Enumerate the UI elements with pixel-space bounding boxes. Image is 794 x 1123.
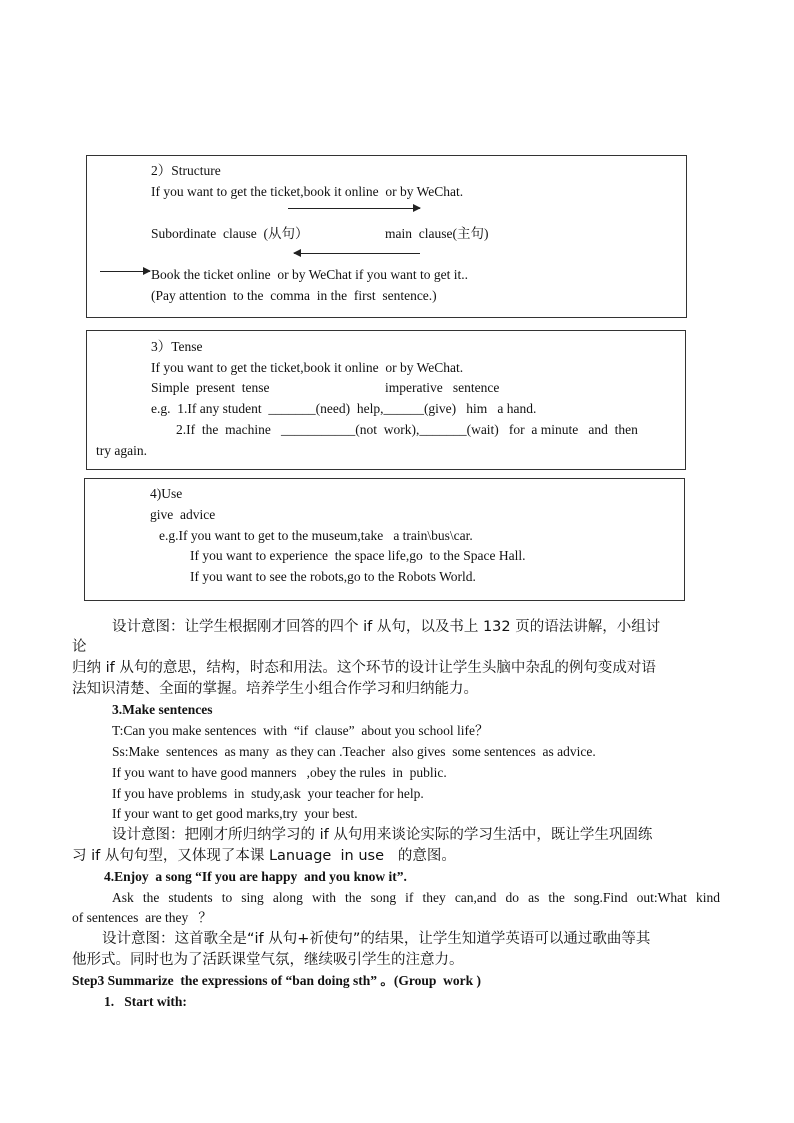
pointer-arrow	[100, 271, 150, 272]
students-line: Ss:Make sentences as many as they can .Teacher also gives some sentences as advice.	[112, 744, 596, 759]
intent3-line1: 设计意图：这首歌全是“if 从句+祈使句”的结果，让学生知道学英语可以通过歌曲等其	[102, 931, 651, 947]
intent1-line1: 设计意图：让学生根据刚才回答的四个 if 从句，以及书上 132 页的语法讲解，小组讨	[112, 619, 661, 635]
simple-present-label: Simple present tense	[151, 380, 270, 395]
step3-heading: Step3 Summarize the expressions of “ban doing sth” 。(Group work )	[72, 973, 482, 988]
intent1-line4: 法知识清楚、全面的掌握。培养学生小组合作学习和归纳能力。	[72, 681, 478, 697]
intent3-line2: 他形式。同时也为了活跃课堂气氛，继续吸引学生的注意力。	[72, 952, 464, 968]
tense-eg2: 2.If the machine ___________(not work),_______(wait) for a minute and then	[176, 422, 638, 437]
main-clause-label: main clause(主句)	[385, 226, 489, 241]
use-line2: e.g.If you want to get to the museum,take a train\bus\car.	[159, 528, 473, 543]
use-line4: If you want to see the robots,go to the Robots World.	[190, 569, 476, 584]
right-arrow	[288, 208, 420, 209]
sample-sentence-2: If you have problems in study,ask your teacher for help.	[112, 786, 424, 801]
heading-enjoy-song: 4.Enjoy a song “If you are happy and you know it”.	[104, 869, 407, 884]
use-line1: give advice	[150, 507, 216, 522]
comma-note: (Pay attention to the comma in the first sentence.)	[151, 288, 437, 303]
imperative-label: imperative sentence	[385, 380, 500, 395]
intent2-line2: 习 if 从句句型，又体现了本课 Lanuage in use 的意图。	[72, 848, 456, 864]
heading-make-sentences: 3.Make sentences	[112, 702, 213, 717]
structure-title: 2）Structure	[151, 163, 221, 178]
tense-example: If you want to get the ticket,book it online or by WeChat.	[151, 360, 464, 375]
song-line2: of sentences are they ？	[72, 910, 212, 925]
use-title: 4)Use	[150, 486, 183, 501]
intent2-line1: 设计意图：把刚才所归纳学习的 if 从句用来谈论实际的学习生活中，既让学生巩固练	[112, 827, 653, 843]
tense-title: 3）Tense	[151, 339, 203, 354]
use-line3: If you want to experience the space life,go to the Space Hall.	[190, 548, 526, 563]
sample-sentence-1: If you want to have good manners ,obey the rules in public.	[112, 765, 447, 780]
tense-eg2-cont: try again.	[96, 443, 147, 458]
subordinate-clause-label: Subordinate clause (从句）	[151, 226, 309, 241]
reversed-sentence: Book the ticket online or by WeChat if you want to get it..	[151, 267, 468, 282]
sample-sentence-3: If your want to get good marks,try your best.	[112, 806, 358, 821]
start-with-item: 1. Start with:	[104, 994, 187, 1009]
song-line1: Ask the students to sing along with the song if they can,and do as the song.Find out:What kind	[112, 890, 720, 905]
structure-example: If you want to get the ticket,book it online or by WeChat.	[151, 184, 464, 199]
intent1-line3: 归纳 if 从句的意思，结构，时态和用法。这个环节的设计让学生头脑中杂乱的例句变成对语	[72, 660, 656, 676]
teacher-line: T:Can you make sentences with “if clause” about you school life？	[112, 723, 489, 738]
tense-eg1: e.g. 1.If any student _______(need) help,______(give) him a hand.	[151, 401, 537, 416]
intent1-line2: 论	[72, 639, 87, 655]
left-arrow	[294, 253, 420, 254]
